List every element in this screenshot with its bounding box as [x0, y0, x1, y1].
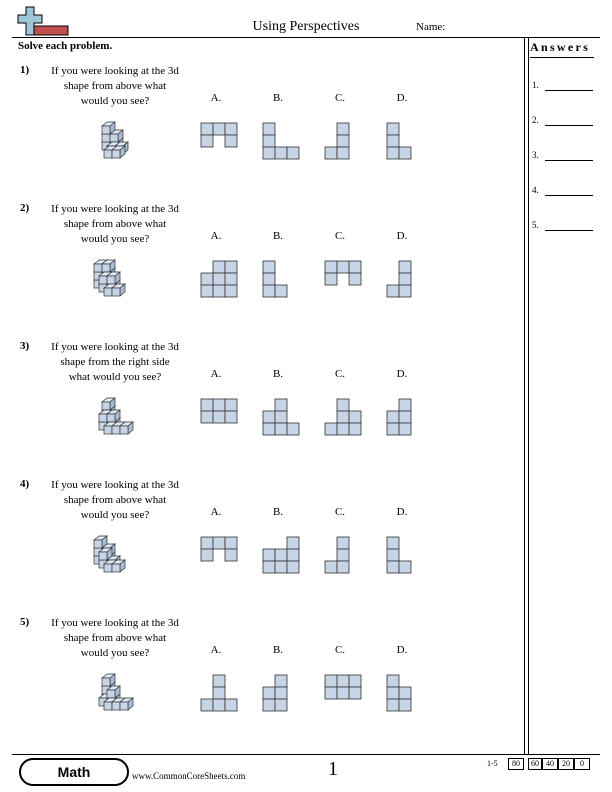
- grid-square: [263, 699, 275, 711]
- grid-square: [213, 261, 225, 273]
- grid-square: [213, 687, 225, 699]
- page-number: 1: [328, 758, 338, 780]
- score-cell: 80: [508, 758, 524, 770]
- question-number: 2): [20, 202, 30, 214]
- grid-square: [349, 687, 361, 699]
- answer-label: 2.: [532, 115, 539, 125]
- grid-square: [387, 561, 399, 573]
- question-text: If you were looking at the 3d: [51, 479, 179, 491]
- grid-square: [225, 549, 237, 561]
- option-view[interactable]: [200, 260, 240, 300]
- score-range: 1-5: [487, 759, 498, 768]
- grid-square: [399, 273, 411, 285]
- grid-square: [275, 687, 287, 699]
- question-text: would you see?: [80, 509, 150, 521]
- grid-square: [225, 273, 237, 285]
- grid-square: [213, 273, 225, 285]
- divider: [530, 57, 594, 58]
- grid-square: [201, 123, 213, 135]
- grid-square: [287, 423, 299, 435]
- answer-blank[interactable]: [545, 230, 593, 231]
- name-label: Name:: [416, 21, 446, 33]
- divider: [12, 754, 600, 755]
- 3d-shape: [88, 668, 148, 728]
- divider: [528, 37, 529, 755]
- grid-square: [399, 411, 411, 423]
- grid-square: [349, 273, 361, 285]
- option-label: A.: [210, 368, 222, 380]
- option-label: D.: [396, 368, 408, 380]
- option-label: B.: [272, 368, 284, 380]
- score-cell: 40: [542, 758, 558, 770]
- grid-square: [263, 549, 275, 561]
- grid-square: [325, 561, 337, 573]
- option-label: C.: [334, 368, 346, 380]
- grid-square: [213, 123, 225, 135]
- answer-blank[interactable]: [545, 90, 593, 91]
- grid-square: [213, 699, 225, 711]
- grid-square: [201, 399, 213, 411]
- grid-square: [263, 273, 275, 285]
- question-text: would you see?: [80, 647, 150, 659]
- grid-square: [263, 561, 275, 573]
- grid-square: [201, 537, 213, 549]
- grid-square: [337, 123, 349, 135]
- grid-square: [263, 135, 275, 147]
- grid-square: [337, 549, 349, 561]
- option-view[interactable]: [324, 260, 364, 300]
- grid-square: [349, 411, 361, 423]
- grid-square: [325, 687, 337, 699]
- 3d-shape: [88, 254, 148, 314]
- grid-square: [263, 123, 275, 135]
- question-text: If you were looking at the 3d: [51, 203, 179, 215]
- grid-square: [201, 273, 213, 285]
- option-label: C.: [334, 644, 346, 656]
- divider: [12, 37, 600, 38]
- question-text: If you were looking at the 3d: [51, 65, 179, 77]
- question-text: shape from the right side: [60, 356, 170, 368]
- option-label: C.: [334, 230, 346, 242]
- score-cell: 0: [574, 758, 590, 770]
- grid-square: [399, 687, 411, 699]
- grid-square: [263, 285, 275, 297]
- grid-square: [201, 285, 213, 297]
- option-view[interactable]: [386, 122, 426, 162]
- grid-square: [337, 675, 349, 687]
- grid-square: [201, 699, 213, 711]
- answers-heading: Answers: [530, 40, 591, 54]
- grid-square: [225, 285, 237, 297]
- question-text: shape from above what: [63, 80, 167, 92]
- 3d-shape: [88, 530, 148, 590]
- option-view[interactable]: [200, 122, 240, 162]
- option-label: D.: [396, 230, 408, 242]
- 3d-shape: [88, 116, 148, 176]
- option-label: B.: [272, 92, 284, 104]
- grid-square: [263, 423, 275, 435]
- option-view[interactable]: [262, 674, 302, 714]
- option-view[interactable]: [200, 398, 240, 438]
- grid-square: [325, 675, 337, 687]
- grid-square: [201, 135, 213, 147]
- instructions: Solve each problem.: [18, 40, 113, 52]
- grid-square: [399, 423, 411, 435]
- option-view[interactable]: [262, 122, 302, 162]
- grid-square: [213, 285, 225, 297]
- answer-label: 1.: [532, 80, 539, 90]
- grid-square: [387, 699, 399, 711]
- grid-square: [337, 537, 349, 549]
- option-label: C.: [334, 92, 346, 104]
- grid-square: [225, 123, 237, 135]
- grid-square: [275, 561, 287, 573]
- grid-square: [387, 549, 399, 561]
- grid-square: [387, 123, 399, 135]
- question-text: what would you see?: [68, 371, 162, 383]
- question-text: shape from above what: [63, 632, 167, 644]
- question-number: 5): [20, 616, 30, 628]
- option-view[interactable]: [324, 536, 364, 576]
- question-text: shape from above what: [63, 218, 167, 230]
- option-view[interactable]: [386, 674, 426, 714]
- grid-square: [263, 687, 275, 699]
- grid-square: [287, 549, 299, 561]
- grid-square: [213, 537, 225, 549]
- option-view[interactable]: [262, 260, 302, 300]
- grid-square: [349, 675, 361, 687]
- grid-square: [337, 561, 349, 573]
- grid-square: [225, 399, 237, 411]
- option-label: A.: [210, 644, 222, 656]
- grid-square: [275, 411, 287, 423]
- grid-square: [387, 147, 399, 159]
- grid-square: [399, 399, 411, 411]
- grid-square: [387, 687, 399, 699]
- question-text: If you were looking at the 3d: [51, 341, 179, 353]
- grid-square: [349, 423, 361, 435]
- worksheet-title: Using Perspectives: [252, 19, 360, 34]
- question-text: shape from above what: [63, 494, 167, 506]
- grid-square: [287, 147, 299, 159]
- website-url: www.CommonCoreSheets.com: [132, 771, 246, 781]
- grid-square: [337, 687, 349, 699]
- option-view[interactable]: [386, 398, 426, 438]
- grid-square: [263, 261, 275, 273]
- grid-square: [275, 699, 287, 711]
- option-label: A.: [210, 230, 222, 242]
- grid-square: [287, 537, 299, 549]
- grid-square: [337, 423, 349, 435]
- grid-square: [337, 147, 349, 159]
- option-view[interactable]: [386, 536, 426, 576]
- option-view[interactable]: [200, 536, 240, 576]
- grid-square: [263, 147, 275, 159]
- grid-square: [201, 411, 213, 423]
- option-label: B.: [272, 230, 284, 242]
- option-view[interactable]: [200, 674, 240, 714]
- option-view[interactable]: [262, 536, 302, 576]
- option-label: A.: [210, 506, 222, 518]
- answer-blank[interactable]: [545, 160, 593, 161]
- divider: [524, 37, 525, 755]
- grid-square: [225, 537, 237, 549]
- option-view[interactable]: [324, 674, 364, 714]
- answer-blank[interactable]: [545, 195, 593, 196]
- grid-square: [201, 549, 213, 561]
- answer-blank[interactable]: [545, 125, 593, 126]
- grid-square: [275, 285, 287, 297]
- grid-square: [399, 285, 411, 297]
- grid-square: [275, 549, 287, 561]
- math-badge: Math: [19, 758, 129, 786]
- grid-square: [387, 537, 399, 549]
- grid-square: [225, 135, 237, 147]
- score-cell: 20: [558, 758, 574, 770]
- grid-square: [263, 411, 275, 423]
- option-label: B.: [272, 644, 284, 656]
- grid-square: [337, 399, 349, 411]
- grid-square: [387, 411, 399, 423]
- grid-square: [275, 423, 287, 435]
- grid-square: [325, 273, 337, 285]
- question-number: 1): [20, 64, 30, 76]
- grid-square: [275, 147, 287, 159]
- grid-square: [225, 699, 237, 711]
- option-view[interactable]: [386, 260, 426, 300]
- option-view[interactable]: [262, 398, 302, 438]
- grid-square: [399, 147, 411, 159]
- question-text: would you see?: [80, 95, 150, 107]
- grid-square: [399, 699, 411, 711]
- grid-square: [213, 675, 225, 687]
- option-view[interactable]: [324, 398, 364, 438]
- grid-square: [387, 675, 399, 687]
- option-label: A.: [210, 92, 222, 104]
- grid-square: [387, 135, 399, 147]
- grid-square: [213, 411, 225, 423]
- grid-square: [399, 261, 411, 273]
- option-view[interactable]: [324, 122, 364, 162]
- grid-square: [275, 675, 287, 687]
- grid-square: [325, 261, 337, 273]
- 3d-shape: [88, 392, 148, 452]
- answer-label: 3.: [532, 150, 539, 160]
- grid-square: [275, 399, 287, 411]
- grid-square: [337, 261, 349, 273]
- grid-square: [399, 561, 411, 573]
- grid-square: [337, 135, 349, 147]
- grid-square: [325, 147, 337, 159]
- grid-square: [213, 399, 225, 411]
- grid-square: [225, 261, 237, 273]
- grid-square: [387, 285, 399, 297]
- grid-square: [349, 261, 361, 273]
- question-number: 3): [20, 340, 30, 352]
- option-label: D.: [396, 92, 408, 104]
- answer-label: 5.: [532, 220, 539, 230]
- option-label: C.: [334, 506, 346, 518]
- option-label: D.: [396, 506, 408, 518]
- grid-square: [325, 423, 337, 435]
- score-cell: 60: [528, 758, 542, 770]
- question-number: 4): [20, 478, 30, 490]
- grid-square: [225, 411, 237, 423]
- grid-square: [337, 411, 349, 423]
- answer-label: 4.: [532, 185, 539, 195]
- option-label: B.: [272, 506, 284, 518]
- question-text: would you see?: [80, 233, 150, 245]
- grid-square: [287, 561, 299, 573]
- option-label: D.: [396, 644, 408, 656]
- question-text: If you were looking at the 3d: [51, 617, 179, 629]
- grid-square: [387, 423, 399, 435]
